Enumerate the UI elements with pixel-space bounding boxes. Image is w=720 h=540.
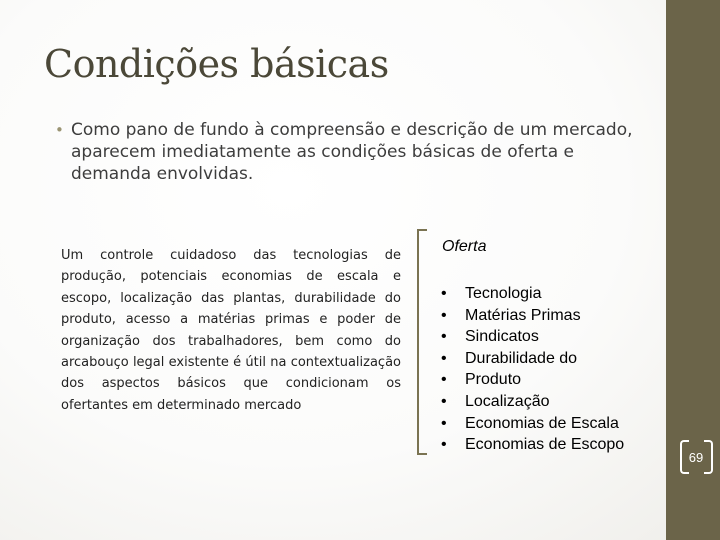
list-item-label: Sindicatos — [465, 328, 539, 346]
list-item-label: Produto — [465, 371, 522, 389]
offer-list — [441, 283, 624, 456]
bullet-icon: • — [441, 306, 447, 324]
bullet-icon: • — [441, 392, 447, 410]
list-item — [441, 283, 624, 305]
bullet-icon: • — [441, 371, 447, 389]
bullet-icon: • — [441, 436, 447, 454]
list-item — [441, 305, 624, 327]
offer-heading: Oferta — [442, 238, 487, 255]
list-item — [441, 326, 624, 348]
list-item — [441, 369, 624, 391]
bullet-icon: • — [441, 349, 447, 367]
list-item-label: Localização — [465, 392, 550, 410]
intro-bullet-text: Como pano de fundo à compreensão e descrição de um mercado, aparecem imediatamente as condições básicas de oferta e demanda envolvidas. — [71, 120, 633, 184]
list-item-label: Durabilidade do — [465, 349, 578, 367]
list-item — [441, 391, 624, 413]
bullet-icon: • — [441, 414, 447, 432]
bullet-dot-icon: • — [55, 121, 64, 139]
list-item-label: Tecnologia — [465, 285, 542, 302]
bullet-icon: • — [441, 328, 447, 346]
page-number: 69 — [688, 450, 704, 465]
slide-title: Condições básicas — [44, 42, 389, 86]
intro-bullet — [55, 119, 635, 185]
list-item — [441, 348, 624, 370]
bullet-icon: • — [441, 285, 447, 302]
description-paragraph: Um controle cuidadoso das tecnologias de produção, potenciais economias de escala e escopo, localização das plantas, durabilidade do produto, acesso a matérias primas e poder de organização dos trabalhadores, bem como do arcabouço legal existente é útil na contextualização dos aspectos básicos que condicionam os ofertantes em determinado mercado — [61, 248, 401, 413]
left-bracket-decoration — [417, 229, 427, 455]
list-item — [441, 434, 624, 456]
list-item-label: Economias de Escopo — [465, 436, 625, 454]
list-item-label: Matérias Primas — [465, 306, 581, 324]
list-item — [441, 413, 624, 435]
list-item-label: Economias de Escala — [465, 414, 619, 432]
page-number-badge — [680, 440, 710, 474]
